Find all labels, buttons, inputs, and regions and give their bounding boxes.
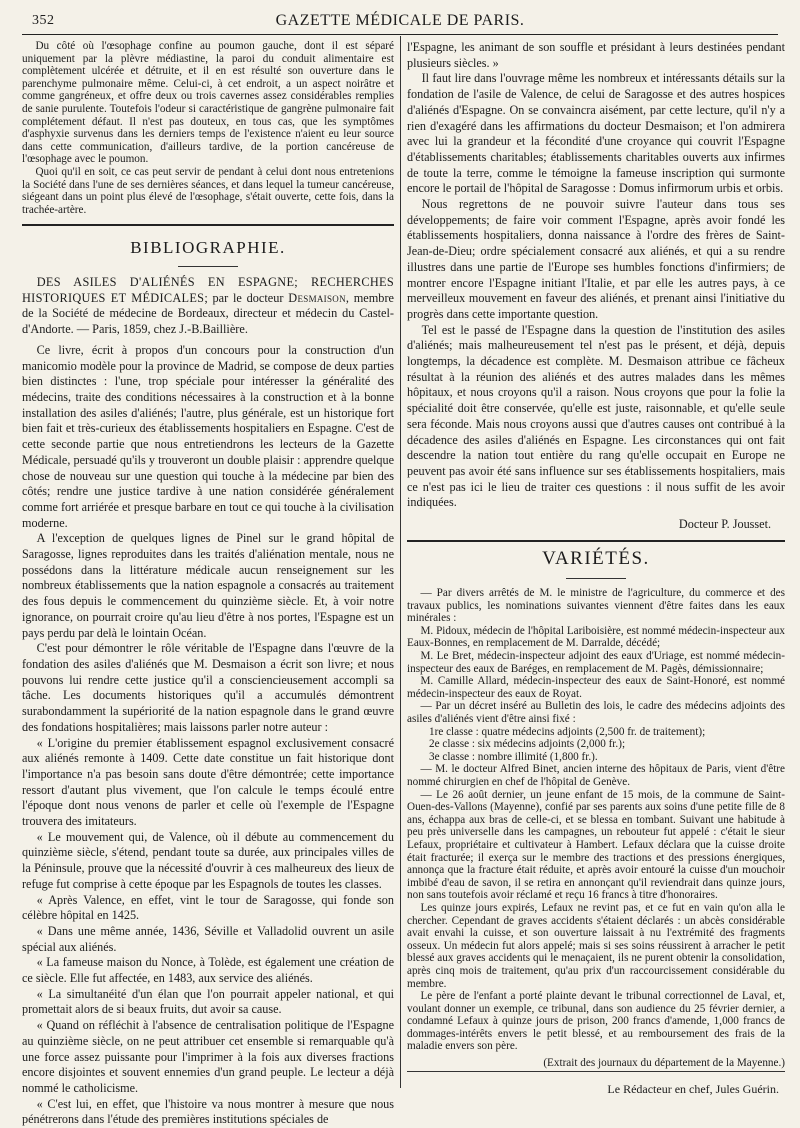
review-paragraph: A l'exception de quelques lignes de Pinel sur le grand hôpital de Saragosse, lignes reproduites dans les traités d'aliénation mentale, nous ne possédons dans la littérature médicale aucun renseignement sur les nombreux établissements que la nation espagnole a consacrés au traitement des fous depuis le commencement du quinzième siècle. Et, à voir notre ignorance, on pourrait croire qu'au lieu d'être à nos portes, l'Espagne est un pays perdu par delà le lointain Océan. [22, 531, 394, 640]
section-separator [407, 540, 785, 542]
journal-title: GAZETTE MÉDICALE DE PARIS. [275, 12, 525, 29]
news-item: — M. le docteur Alfred Binet, ancien interne des hôpitaux de Paris, vient d'être nommé chirurgien en chef de l'hôpital de Genève. [407, 763, 785, 788]
section-title-bibliographie: BIBLIOGRAPHIE. [130, 238, 286, 258]
case-report-paragraph: Du côté où l'œsophage confine au poumon gauche, dont il est séparé uniquement par la plèvre médiastine, la paroi du conduit alimentaire est complètement ulcérée et détruite, et il en est résulté son ouverture dans le parenchyme pulmonaire même. Celui-ci, à cet endroit, a un aspect noirâtre et comme gangréneux, et offre deux ou trois cavernes assez considérables remplies de sanie purulente. Toutefois l'odeur si caractéristique de gangrène pulmonaire fait complétement défaut. Il n'est pas douteux, en tous cas, que les symptômes d'asphyxie survenus dans les derniers temps de l'existence n'aient eu leur source dans cette communication, d'ailleurs tardive, de la portion cancéreuse de l'œsophage avec le poumon. [22, 40, 394, 166]
source-credit: (Extrait des journaux du département de la Mayenne.) [543, 1057, 785, 1070]
quote-paragraph: « La simultanéité d'un élan que l'on pourrait appeler national, et qui promettait alors de si beaux fruits, dut avoir sa cause. [22, 986, 394, 1017]
quote-paragraph: « La fameuse maison du Nonce, à Tolède, est également une création de ce siècle. Elle fut affectée, en 1483, aux service des aliénés. [22, 955, 394, 986]
quote-paragraph: « L'origine du premier établissement espagnol exclusivement consacré aux aliénés remonte à 1409. Cette date constitue un fait historique dont l'importance n'a pas besoin sans doute d'être démontrée; cette importance ressort d'autant plus vivement, que l'on calcule le temps écoulé entre l'époque dont nous venons de parler et celle où l'exemple de l'Espagne trouvera des imitateurs. [22, 735, 394, 829]
quote-paragraph: « Le mouvement qui, de Valence, où il débute au commencement du quinzième siècle, s'étend, pendant toute sa durée, aux principales villes de la Péninsule, prouve que la nécessité d'ouvrir à ces malheureux des lieux de refuge fut comprise à cette époque par les Espagnols de toutes les classes. [22, 829, 394, 891]
quote-paragraph: « Après Valence, en effet, vint le tour de Saragosse, qui fonde son célèbre hôpital en 1425. [22, 892, 394, 923]
book-reference: DES ASILES D'ALIÉNÉS EN ESPAGNE; RECHERCHES HISTORIQUES ET MÉDICALES; par le docteur Desmaison, membre de la Société de médecine de Bordeaux, directeur et médecin du Castel-d'Andorte. — Paris, 1859, chez J.-B.Baillière. [22, 275, 395, 336]
closing-rule [407, 1071, 785, 1072]
quote-paragraph: « Quand on réfléchit à l'absence de centralisation politique de l'Espagne au quinzième siècle, on ne peut attribuer cet ensemble si remarquable qu'à une force assez puissante pour l'imprimer à la fois aux diverses fractions encore disjointes et souvent ennemies d'un grand peuple. Le lecteur a déjà nommé le catholicisme. [22, 1018, 394, 1095]
quote-paragraph: « Dans une même année, 1436, Séville et Valladolid ouvrent un asile spécial aux aliénés. [22, 923, 394, 954]
class-list-item: 1re classe : quatre médecins adjoints (2,500 fr. de traitement); [429, 725, 706, 738]
running-head [22, 12, 778, 35]
review-paragraph: Il faut lire dans l'ouvrage même les nombreux et intéressants détails sur la fondation de l'asile de Valence, de celui de Saragosse et des autres hospices d'aliénés d'Espagne. On se convaincra aisément, par cette lecture, qu'il n'y a rien d'exagéré dans les affirmations du docteur Desmaison; et l'on admirera avec lui la grandeur et la fécondité d'une croyance qui couvrit l'Espagne d'établissements charitables; établissements charitables ouverts aux infirmes de toute la terre, comme le témoigne la fameuse inscription qui surmonte encore le portail de l'hôpital de Saragosse : Domus infirmorum urbis et orbis. [407, 71, 785, 196]
review-paragraph: C'est pour démontrer le rôle véritable de l'Espagne dans l'œuvre de la fondation des asiles d'aliénés que M. Desmaison a écrit son livre; et nous pouvons lui rendre cette justice qu'il a consciencieusement accompli sa tâche. Les documents historiques qu'il a accumulés démontrent surabondamment la supériorité de la nation espagnole dans le grand œuvre des fondations hospitalières; mais laissons parler notre auteur : [22, 641, 394, 734]
news-item: Le père de l'enfant a porté plainte devant le tribunal correctionnel de Laval, et, voulant donner un exemple, ce tribunal, dans son audience du 25 février dernier, a condamné Lefaux à quinze jours de prison, 200 francs d'amende, 1,000 francs de dommages-intérêts envers le petit blessé, et au remboursement des frais de la maladie envers son père. [407, 990, 785, 1053]
editor-signature: Le Rédacteur en chef, Jules Guérin. [607, 1082, 779, 1097]
title-underline [566, 578, 626, 579]
title-underline [178, 266, 238, 267]
book-title: DES ASILES D'ALIÉNÉS EN ESPAGNE; RECHERCHES HISTORIQUES ET MÉDICALES [22, 275, 394, 305]
section-title-varietes: VARIÉTÉS. [542, 548, 650, 570]
news-item: — Par divers arrêtés de M. le ministre de l'agriculture, du commerce et des travaux publics, les nominations suivantes viennent d'être faites dans les eaux minérales : [407, 587, 785, 625]
news-item: — Le 26 août dernier, un jeune enfant de 15 mois, de la commune de Saint-Ouen-des-Vallons (Mayenne), confié par ses parents aux soins d'une petite fille de 8 ans, échappa aux bras de celle-ci, et se blessa en tombant. Suivant une habitude à peu près universelle dans les campagnes, un rebouteur fut appelé : c'était le sieur Lefaux, propriétaire et cultivateur à Hambert. Lefaux déclara que la cuisse droite était fracturée; il exerça sur le membre des tractions et des pressions énergiques, annonça que la fracture était réduite, et après avoir entouré la cuisse d'un mouchoir imbibé d'eau de savon, il se retira en annonçant qu'il reviendrait dans quinze jours, non sans toutefois avoir réclamé et reçu 16 francs à titre d'honoraires. [407, 788, 785, 902]
page-number: 352 [32, 13, 55, 28]
appointment-item: M. Pidoux, médecin de l'hôpital Lariboisière, est nommé médecin-inspecteur aux Eaux-Bonnes, en remplacement de M. Darralde, décédé; [407, 624, 785, 650]
book-author: Desmaison [288, 290, 346, 305]
class-list-item: 3e classe : nombre illimité (1,800 fr.). [429, 750, 598, 763]
quote-paragraph: « C'est lui, en effet, que l'histoire va nous montrer à mesure que nous pénétrerons dans l'étude des premières institutions spéciales de [22, 1096, 394, 1127]
right-column [407, 40, 785, 1097]
review-paragraph: Nous regrettons de ne pouvoir suivre l'auteur dans tous ses développements; de faire voir comment l'Espagne, après avoir fondé les établissements hospitaliers, donna naissance à l'ordre des frères de Saint-Jean-de-Dieu; ordre spécialement consacré aux aliénés, et qui a su rendre illustres dans une partie de l'Europe ses humbles fonctions d'infirmiers; de montrer encore l'Espagne initiant l'Italie, et par elle les autres pays, à ce merveilleux mouvement en faveur des aliénés, et prenant ainsi l'initiative du progrès dans cette importante question. [407, 197, 785, 321]
review-paragraph: l'Espagne, les animant de son souffle et présidant à leurs destinées pendant plusieurs siècles. » [407, 40, 785, 70]
review-signature: Docteur P. Jousset. [678, 517, 771, 532]
section-separator [22, 224, 394, 226]
column-divider [400, 36, 401, 1088]
appointment-item: M. Le Bret, médecin-inspecteur adjoint des eaux d'Uriage, est nommé médecin-inspecteur des eaux de Baréges, en remplacement de M. Pagès, démissionnaire; [407, 650, 785, 675]
left-column [22, 40, 395, 1127]
class-list-item: 2e classe : six médecins adjoints (2,000 fr.); [429, 738, 626, 751]
review-paragraph: Ce livre, écrit à propos d'un concours pour la construction d'un manicomio modèle pour la province de Madrid, se compose de deux parties bien distinctes : l'une, trop spéciale pour intéresser la généralité des médecins, traite des conditions nécessaires à la construction et à la bonne installation des asiles d'aliénés; l'autre, plus générale, est un historique fort bien fait et très-curieux des établissements hospitaliers en Espagne. C'est de cette seconde partie que nous entretiendrons les lecteurs de la Gazette Médicale, persuadé qu'ils y trouveront un double plaisir : apprendre quelque chose de nouveau sur une question qui touche à la médecine par bien des côtés; rendre une justice tardive à une nation considérée généralement comme fort arriérée et presque barbare en tout ce qui touche à la civilisation moderne. [22, 342, 394, 530]
review-paragraph: Tel est le passé de l'Espagne dans la question de l'institution des asiles d'aliénés; mais malheureusement tel n'est pas le présent, et déjà, depuis longtemps, la décadence est complète. M. Desmaison attribue ce fâcheux résultat à la réunion des aliénés et des autres malades dans les mêmes hôpitaux, et nous croyons qu'il a raison. Nous croyons que pour la folie la spécialité doit être conservée, qu'elle est juste, raisonnable, et qu'elle seule sera féconde. Mais nous croyons aussi que d'autres causes ont contribué à la décadence des asiles d'aliénés en Espagne. Les circonstances qui ont fait descendre la nation tout entière du rang qu'elle occupait en Europe ne peuvent pas avoir été sans influence sur ses établissements hospitaliers, mais ce n'est pas ici le lieu de traiter ces questions : il nous suffit de les avoir indiquées. [407, 322, 785, 510]
news-item: Les quinze jours expirés, Lefaux ne revint pas, et ce fut en vain qu'on alla le chercher. Cependant de graves accidents s'étaient déclarés : un abcès considérable avait envahi la cuisse, et son ouverture laissait à nu l'extrémité des fragments osseux. Un médecin fut alors appelé; mais si ses soins réussirent à arracher le petit blessé aux graves accidents qui le menaçaient, ils ne purent obtenir la consolidation, après cinq mois de traitement, qu'au prix d'un raccourcissement considérable du membre. [407, 901, 785, 990]
news-item: — Par un décret inséré au Bulletin des lois, le cadre des médecins adjoints des asiles d'aliénés vient d'être ainsi fixé : [407, 700, 785, 726]
case-report-paragraph: Quoi qu'il en soit, ce cas peut servir de pendant à celui dont nous entretenions la Société dans l'une de ses dernières séances, et dans lequel la tumeur cancéreuse, siégeant dans un point plus élevé de l'œsophage, s'était ouverte, cette fois, dans la trachée-artère. [22, 165, 394, 216]
appointment-item: M. Camille Allard, médecin-inspecteur des eaux de Saint-Honoré, est nommé médecin-inspecteur des eaux de Royat. [407, 675, 785, 700]
